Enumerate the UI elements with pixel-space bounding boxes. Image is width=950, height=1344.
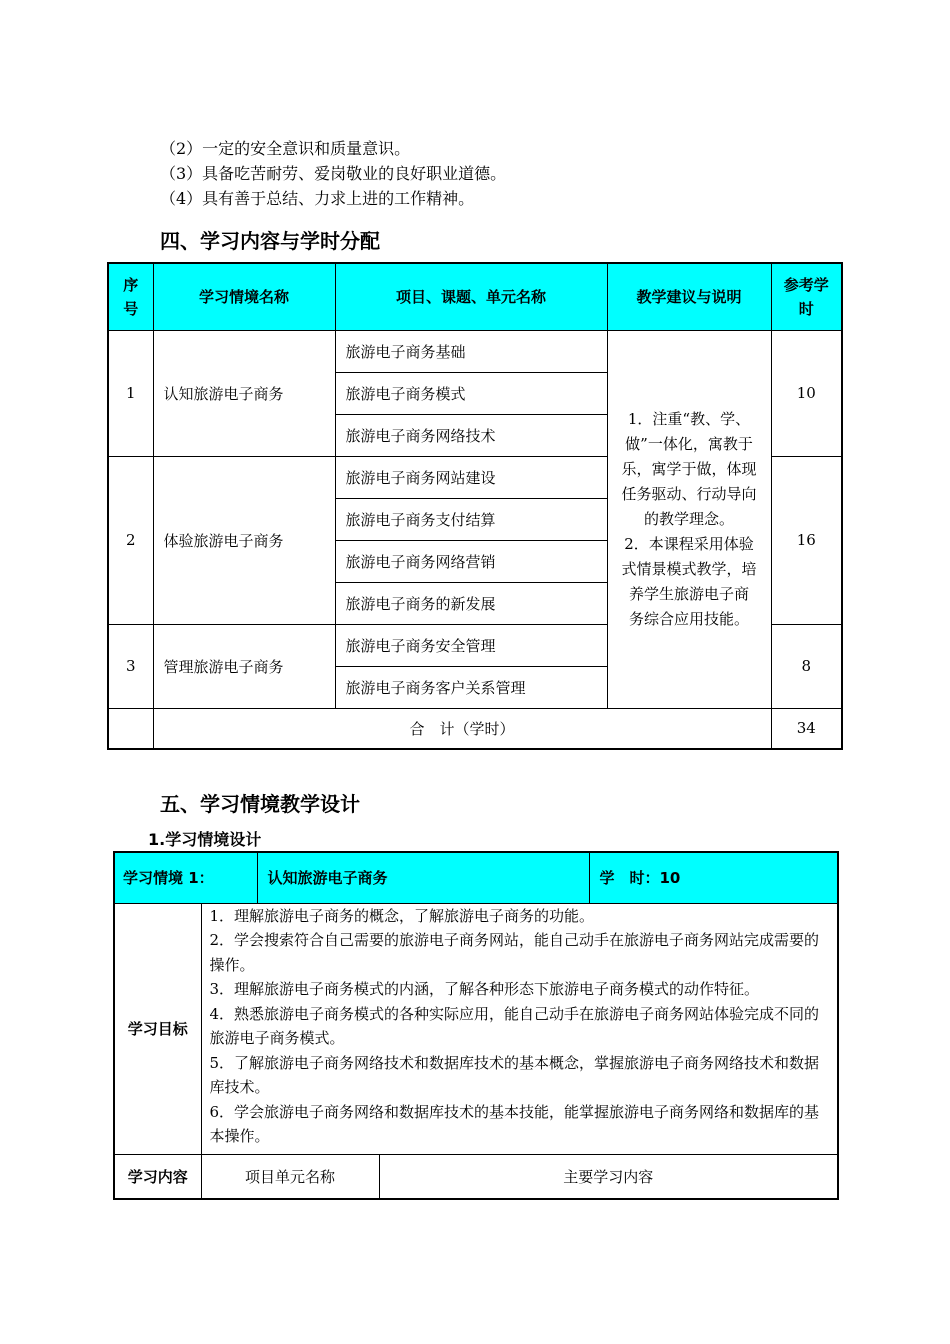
advice-line: 1．注重“教、学、 [627, 409, 751, 428]
row-seq: 1 [108, 330, 153, 456]
section5-title: 五、学习情境教学设计 [160, 792, 360, 816]
advice-line: 养学生旅游电子商 [628, 584, 749, 603]
unit-name: 旅游电子商务模式 [335, 372, 607, 414]
goal-item: 3．理解旅游电子商务模式的内涵，了解各种形态下旅游电子商务模式的动作特征。 [209, 980, 760, 998]
goals-list [201, 903, 838, 1154]
unit-name: 旅游电子商务客户关系管理 [335, 666, 607, 708]
hours-allocation-table [107, 262, 843, 750]
row-situation-name: 认知旅游电子商务 [153, 330, 335, 456]
unit-name-header: 项目单元名称 [201, 1154, 379, 1199]
situation-label: 学习情境 1： [114, 852, 257, 903]
advice-line: 2．本课程采用体验 [624, 534, 754, 553]
content-label: 学习内容 [114, 1154, 201, 1199]
intro-line: （3）具备吃苦耐劳、爱岗敬业的良好职业道德。 [160, 164, 507, 183]
header-project: 项目、课题、单元名称 [335, 263, 607, 330]
row-hours: 16 [771, 456, 842, 624]
situation-design-table [113, 851, 839, 1200]
situation-header-row [114, 852, 838, 903]
unit-name: 旅游电子商务网站建设 [335, 456, 607, 498]
situation-hours: 学 时：10 [589, 852, 838, 903]
section4-title: 四、学习内容与学时分配 [160, 229, 380, 253]
unit-name: 旅游电子商务支付结算 [335, 498, 607, 540]
header-advice: 教学建议与说明 [607, 263, 771, 330]
advice-line: 式情景模式教学，培 [621, 559, 757, 578]
header-seq: 序号 [108, 263, 153, 330]
advice-line: 做”一体化，寓教于 [625, 434, 753, 453]
goal-item: 1．理解旅游电子商务的概念，了解旅游电子商务的功能。 [209, 906, 595, 925]
advice-line: 任务驱动、行动导向 [621, 484, 757, 503]
advice-line: 乐，寓学于做，体现 [621, 459, 757, 478]
unit-name: 旅游电子商务的新发展 [335, 582, 607, 624]
table-row [108, 330, 842, 372]
main-content-header: 主要学习内容 [379, 1154, 838, 1199]
content-header-row [114, 1154, 838, 1199]
row-hours: 10 [771, 330, 842, 456]
table-header-row [108, 263, 842, 330]
unit-name: 旅游电子商务基础 [335, 330, 607, 372]
goal-item: 5．了解旅游电子商务网络技术和数据库技术的基本概念，掌握旅游电子商务网络技术和数据库技术。 [209, 1053, 820, 1096]
row-seq: 2 [108, 456, 153, 624]
situation-name: 认知旅游电子商务 [257, 852, 589, 903]
goals-row [114, 903, 838, 1154]
row-hours: 8 [771, 624, 842, 708]
teaching-advice [607, 330, 771, 708]
intro-line: （2）一定的安全意识和质量意识。 [160, 139, 411, 158]
unit-name: 旅游电子商务网络技术 [335, 414, 607, 456]
row-seq: 3 [108, 624, 153, 708]
goals-label: 学习目标 [114, 903, 201, 1154]
goal-item: 6．学会旅游电子商务网络和数据库技术的基本技能，能掌握旅游电子商务网络和数据库的基本操作。 [209, 1102, 820, 1145]
unit-name: 旅游电子商务安全管理 [335, 624, 607, 666]
total-empty-cell [108, 708, 153, 749]
row-situation-name: 管理旅游电子商务 [153, 624, 335, 708]
total-row [108, 708, 842, 749]
goal-item: 2．学会搜索符合自己需要的旅游电子商务网站，能自己动手在旅游电子商务网站完成需要的操作。 [209, 931, 820, 974]
advice-line: 务综合应用技能。 [628, 609, 749, 628]
total-label: 合 计（学时） [153, 708, 771, 749]
advice-line: 的教学理念。 [643, 509, 734, 528]
total-hours: 34 [771, 708, 842, 749]
goal-item: 4．熟悉旅游电子商务模式的各种实际应用，能自己动手在旅游电子商务网站体验完成不同的旅游电子商务模式。 [209, 1004, 820, 1047]
intro-line: （4）具有善于总结、力求上进的工作精神。 [160, 189, 475, 208]
header-hours: 参考学时 [771, 263, 842, 330]
section5-subtitle: 1.学习情境设计 [148, 830, 262, 849]
unit-name: 旅游电子商务网络营销 [335, 540, 607, 582]
row-situation-name: 体验旅游电子商务 [153, 456, 335, 624]
header-situation: 学习情境名称 [153, 263, 335, 330]
